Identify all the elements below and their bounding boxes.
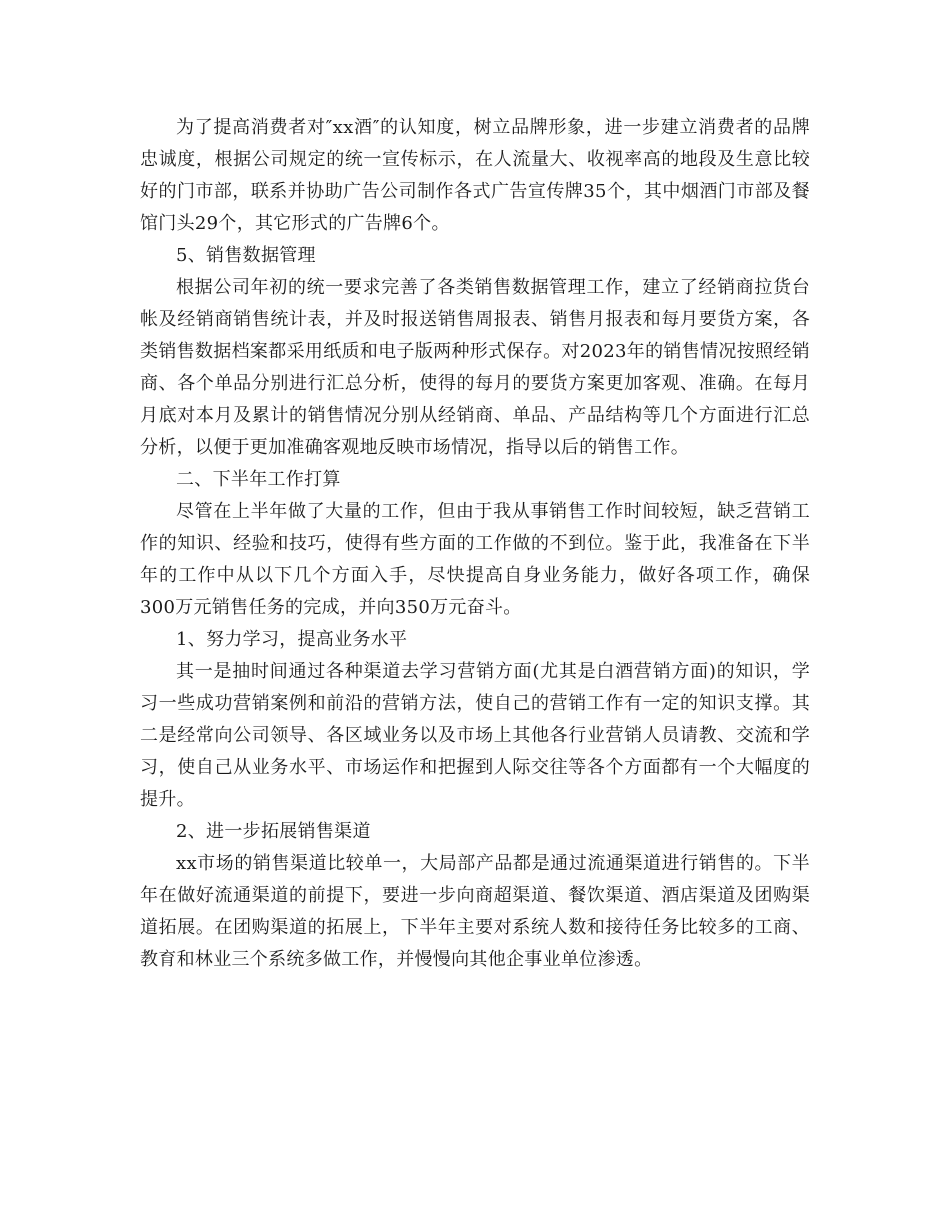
paragraph-expand-channels: xx市场的销售渠道比较单一，大局部产品都是通过流通渠道进行销售的。下半年在做好流通渠道的前提下，要进一步向商超渠道、餐饮渠道、酒店渠道及团购渠道拓展。在团购渠道的拓展上，下半年主要对系统人数和接待任务比较多的工商、教育和林业三个系统多做工作，并慢慢向其他企事业单位渗透。	[140, 853, 810, 970]
heading-sales-data-management: 5、销售数据管理	[176, 245, 316, 266]
heading-expand-channels: 2、进一步拓展销售渠道	[176, 821, 371, 842]
paragraph-study: 其一是抽时间通过各种渠道去学习营销方面(尤其是白酒营销方面)的知识，学习一些成功营销案例和前沿的营销方法，使自己的营销工作有一定的知识支撑。其二是经常向公司领导、各区域业务以及市场上其他各行业营销人员请教、交流和学习，使自己从业务水平、市场运作和把握到人际交往等各个方面都有一个大幅度的提升。	[140, 661, 810, 810]
heading-study: 1、努力学习，提高业务水平	[176, 629, 408, 650]
paragraph-brand-promotion: 为了提高消费者对″xx酒″的认知度，树立品牌形象，进一步建立消费者的品牌忠诚度，根据公司规定的统一宣传标示，在人流量大、收视率高的地段及生意比较好的门市部，联系并协助广告公司制作各式广告宣传牌35个，其中烟酒门市部及餐馆门头29个，其它形式的广告牌6个。	[140, 117, 810, 234]
paragraph-plan-overview: 尽管在上半年做了大量的工作，但由于我从事销售工作时间较短，缺乏营销工作的知识、经验和技巧，使得有些方面的工作做的不到位。鉴于此，我准备在下半年的工作中从以下几个方面入手，尽快提高自身业务能力，做好各项工作，确保300万元销售任务的完成，并向350万元奋斗。	[140, 501, 810, 618]
heading-second-half-plan: 二、下半年工作打算	[176, 469, 341, 490]
paragraph-sales-data: 根据公司年初的统一要求完善了各类销售数据管理工作，建立了经销商拉货台帐及经销商销售统计表，并及时报送销售周报表、销售月报表和每月要货方案，各类销售数据档案都采用纸质和电子版两种形式保存。对2023年的销售情况按照经销商、各个单品分别进行汇总分析，使得的每月的要货方案更加客观、准确。在每月月底对本月及累计的销售情况分别从经销商、单品、产品结构等几个方面进行汇总分析，以便于更加准确客观地反映市场情况，指导以后的销售工作。	[140, 277, 810, 458]
document-body	[140, 112, 810, 976]
